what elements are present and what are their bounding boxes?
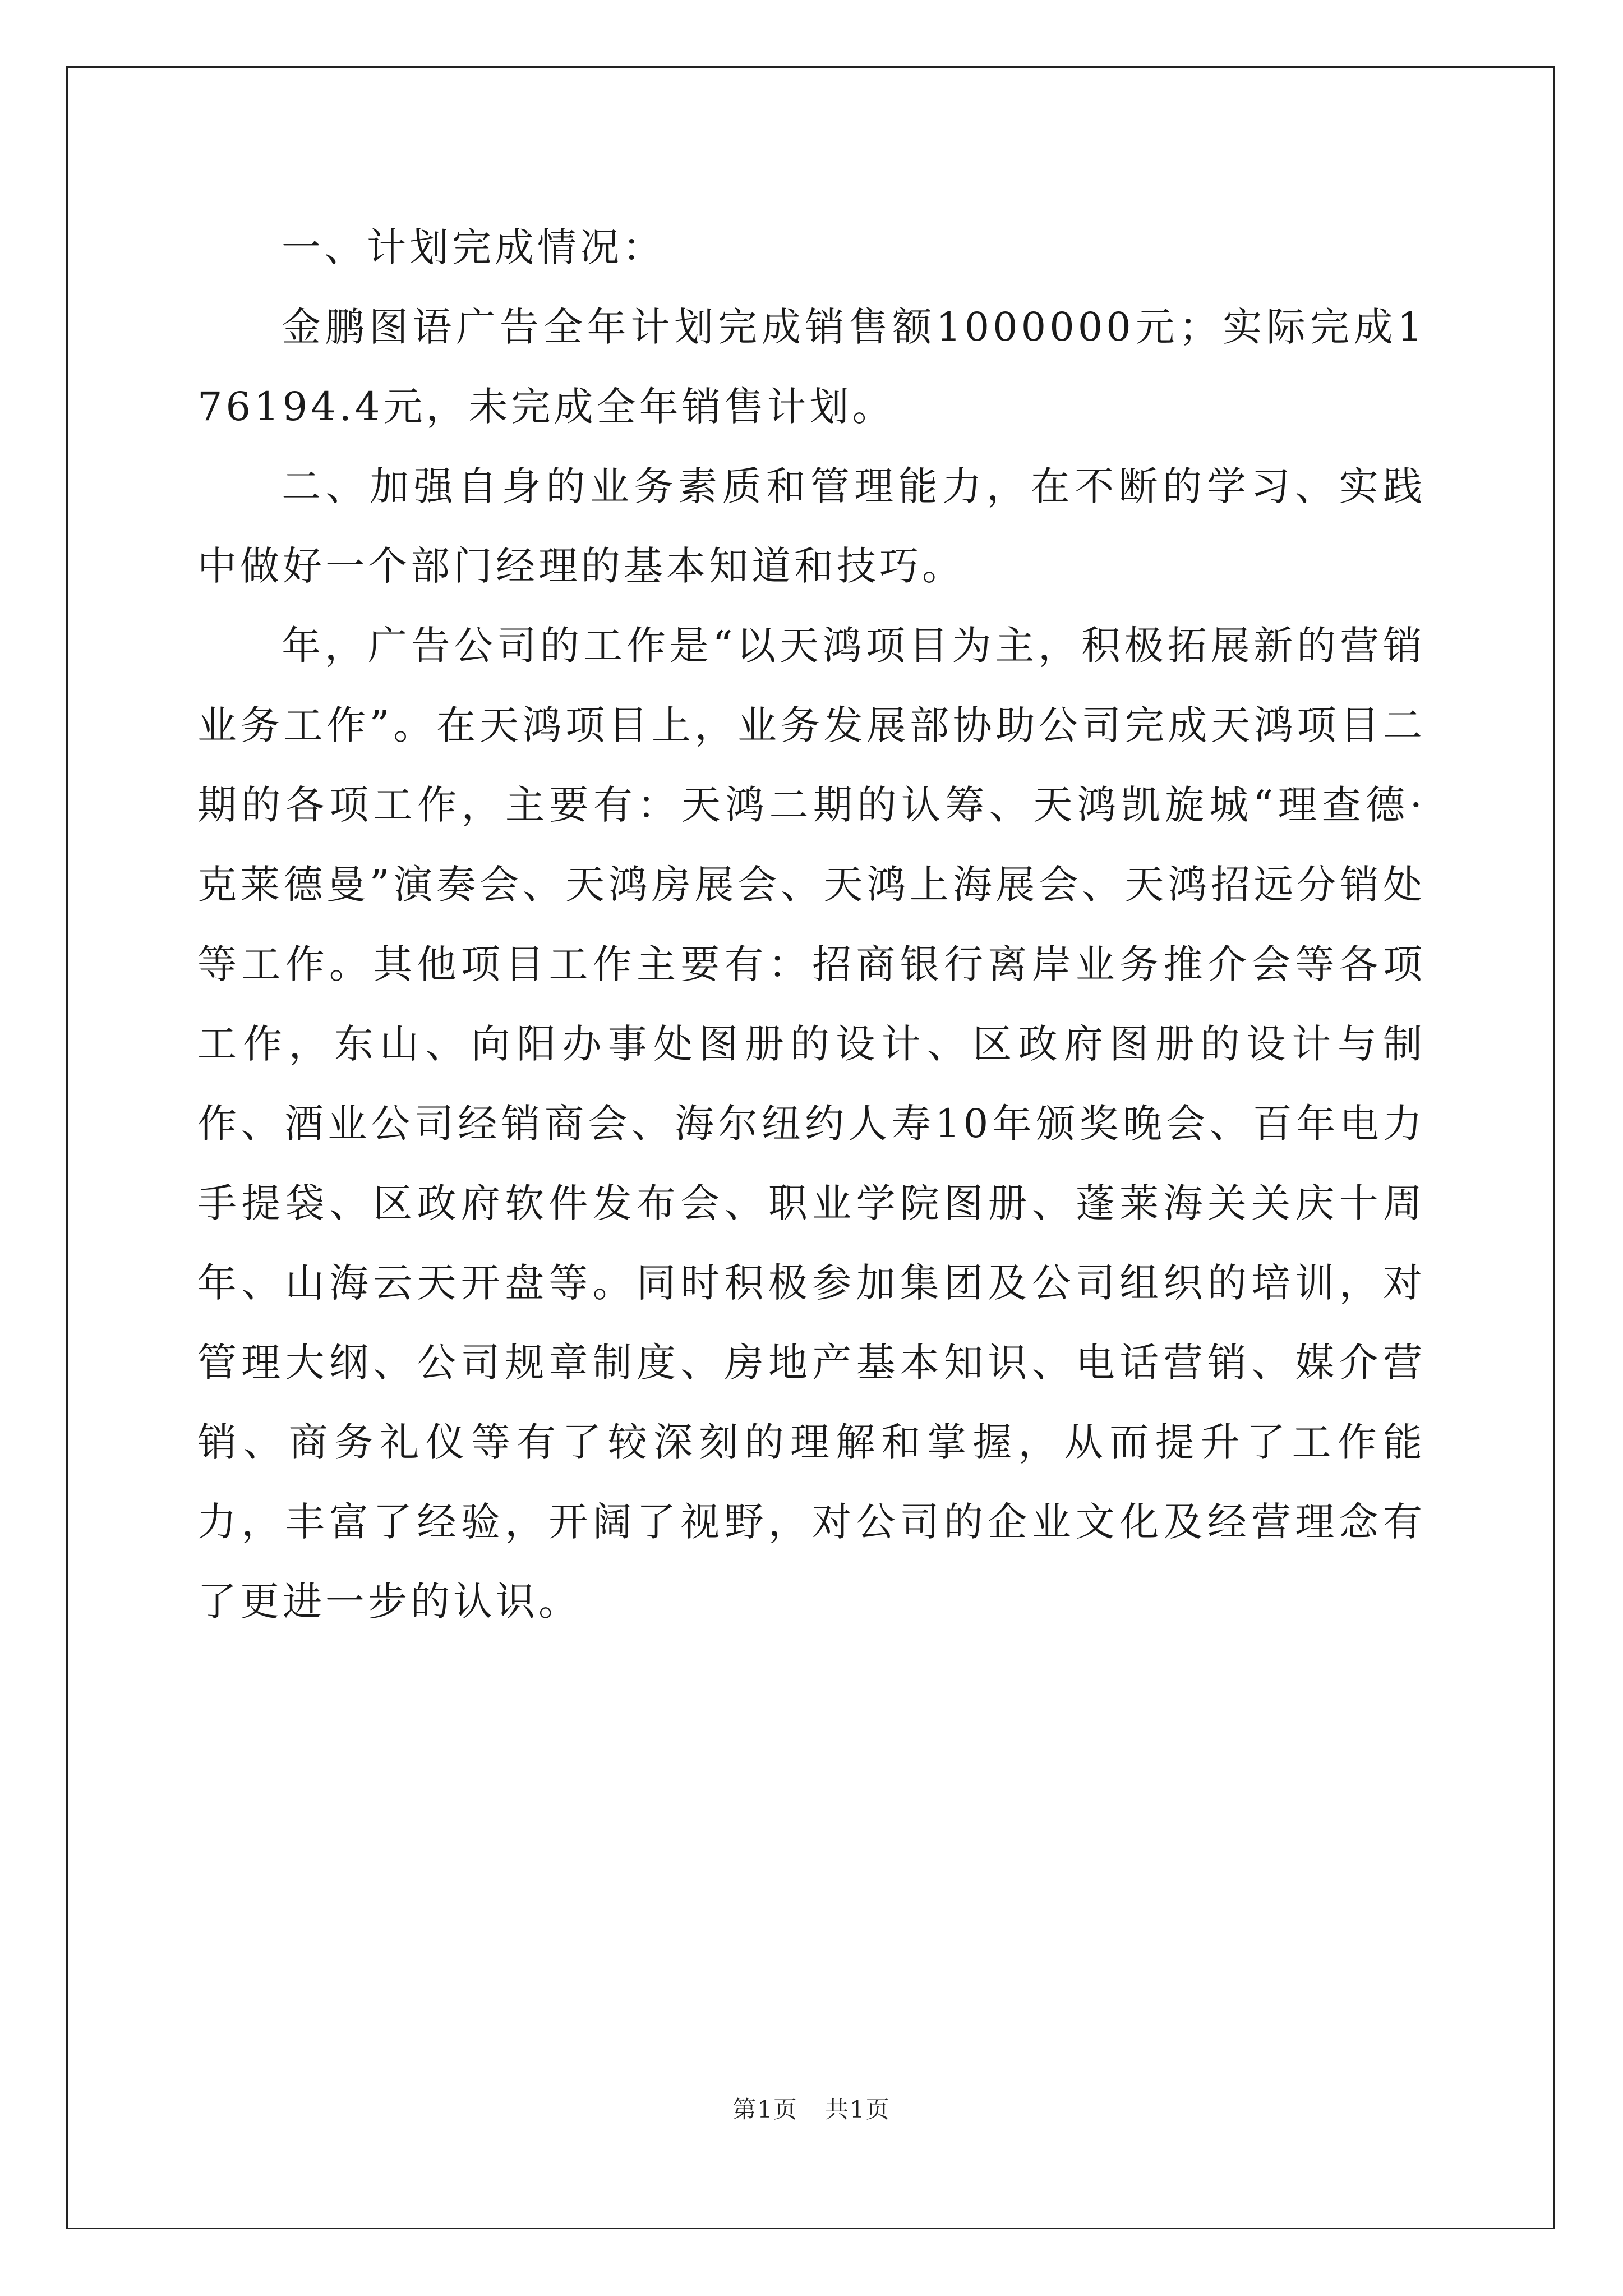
document-body	[197, 208, 1426, 1641]
page-total: 共1页	[825, 2096, 891, 2123]
paragraph-sales-target: 金鹏图语广告全年计划完成销售额1000000元；实际完成176194.4元，未完成全年销售计划。	[197, 304, 1426, 430]
paragraph-business-quality: 二、加强自身的业务素质和管理能力，在不断的学习、实践中做好一个部门经理的基本知道和技巧。	[197, 463, 1426, 589]
page-number: 第1页	[732, 2096, 798, 2123]
paragraph-work-summary: 年，广告公司的工作是“以天鸿项目为主，积极拓展新的营销业务工作”。在天鸿项目上，业务发展部协助公司完成天鸿项目二期的各项工作，主要有：天鸿二期的认筹、天鸿凯旋城“理查德·克莱德曼”演奏会、天鸿房展会、天鸿上海展会、天鸿招远分销处等工作。其他项目工作主要有：招商银行离岸业务推介会等各项工作，东山、向阳办事处图册的设计、区政府图册的设计与制作、酒业公司经销商会、海尔纽约人寿10年颁奖晚会、百年电力手提袋、区政府软件发布会、职业学院图册、蓬莱海关关庆十周年、山海云天开盘等。同时积极参加集团及公司组织的培训，对管理大纲、公司规章制度、房地产基本知识、电话营销、媒介营销、商务礼仪等有了较深刻的理解和掌握，从而提升了工作能力，丰富了经验，开阔了视野，对公司的企业文化及经营理念有了更进一步的认识。	[197, 623, 1426, 1625]
heading-plan-completion: 一、计划完成情况：	[282, 224, 665, 270]
page-footer	[0, 2091, 1623, 2125]
